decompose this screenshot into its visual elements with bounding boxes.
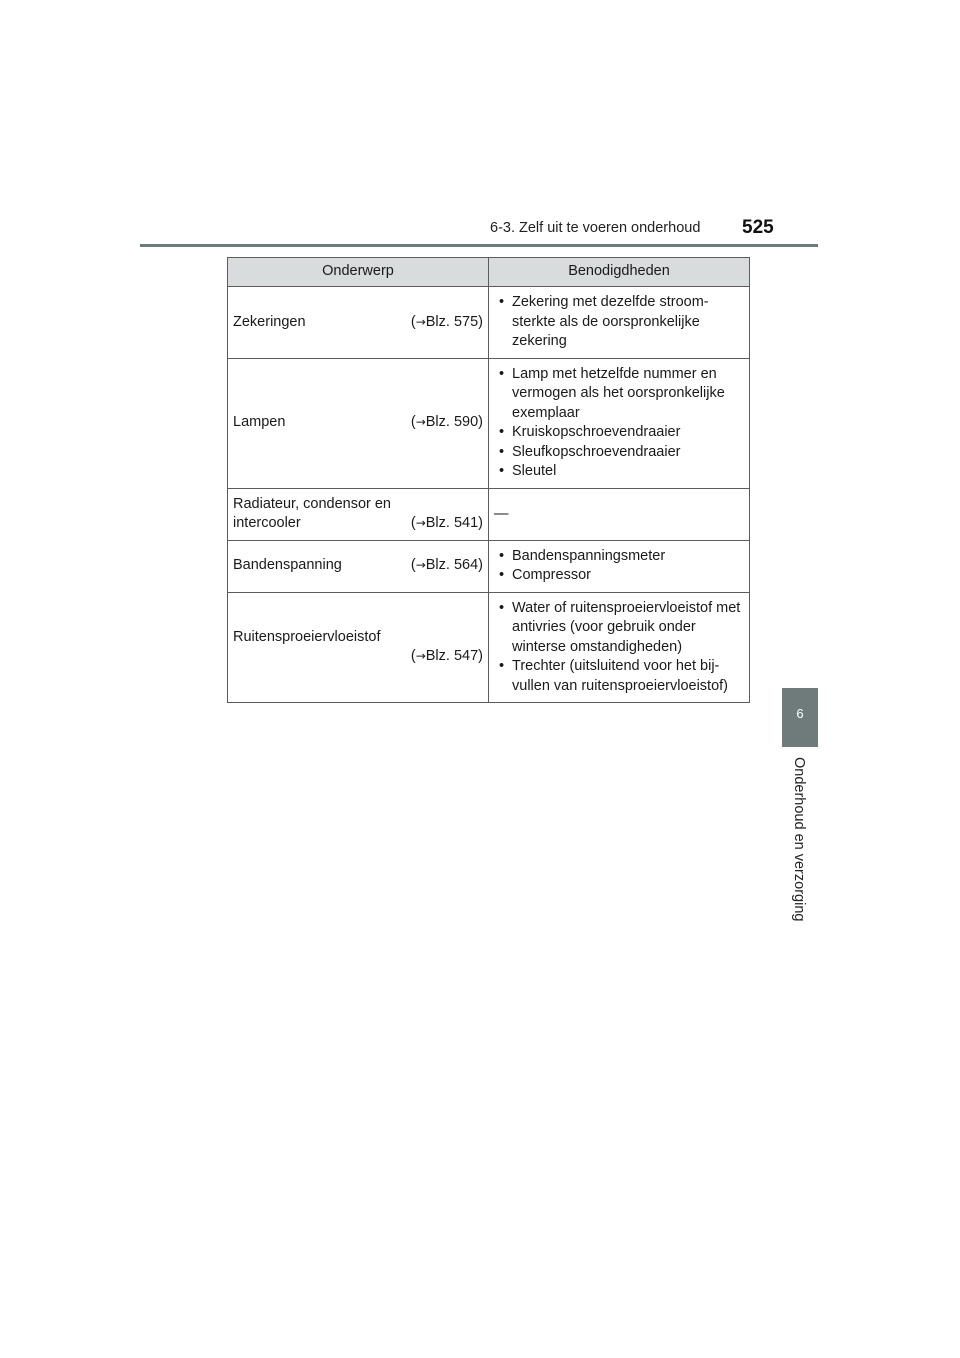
page-reference: (→Blz. 564) <box>410 557 483 574</box>
table-row <box>228 540 750 592</box>
arrow-right-icon: → <box>415 314 426 329</box>
subject-cell <box>228 488 489 540</box>
subject-name: Zekeringen <box>233 313 306 330</box>
subject-name: Lampen <box>233 414 286 431</box>
arrow-right-icon: → <box>415 558 426 573</box>
page-reference: (→Blz. 547) <box>410 648 483 665</box>
list-item: • Water of ruitensproeiervloeistof met antivries (voor gebruik onder winterse omstandigheden) <box>494 599 744 658</box>
table-row <box>228 287 750 359</box>
chapter-tab <box>782 688 818 747</box>
subject-name: Bandenspanning <box>233 557 342 574</box>
section-title: 6-3. Zelf uit te voeren onderhoud <box>490 220 701 236</box>
supplies-cell <box>489 540 750 592</box>
subject-cell <box>228 358 489 488</box>
table-row <box>228 592 750 703</box>
supplies-cell <box>489 287 750 359</box>
subject-cell <box>228 540 489 592</box>
page-reference: (→Blz. 541) <box>410 515 483 531</box>
chapter-label: Onderhoud en verzorging <box>791 757 807 922</box>
list-item: • Lamp met hetzelfde nummer en vermogen als het oorspronkelijke exemplaar <box>494 365 744 424</box>
header-divider <box>140 244 818 247</box>
page-number: 525 <box>742 217 774 238</box>
list-item: • Zekering met dezelfde stroom-sterkte als de oorspronkelijke zekering <box>494 293 744 352</box>
subject-cell <box>228 592 489 703</box>
table-header-row <box>228 258 750 287</box>
table-row <box>228 358 750 488</box>
list-item: • Bandenspanningsmeter <box>494 547 744 567</box>
arrow-right-icon: → <box>415 415 426 430</box>
list-item: • Compressor <box>494 566 744 586</box>
page-reference: (→Blz. 575) <box>410 313 483 330</box>
supplies-cell <box>489 592 750 703</box>
supplies-cell <box>489 488 750 540</box>
page-reference: (→Blz. 590) <box>410 414 483 431</box>
column-header-supplies: Benodigdheden <box>489 258 750 287</box>
list-item: • Kruiskopschroevendraaier <box>494 423 744 443</box>
no-supplies-dash: — <box>494 506 509 523</box>
list-item: • Sleutel <box>494 462 744 482</box>
arrow-right-icon: → <box>415 649 426 664</box>
list-item: • Trechter (uitsluitend voor het bij-vullen van ruitensproeiervloeistof) <box>494 657 744 696</box>
subject-name: Radiateur, condensor en <box>233 495 391 512</box>
subject-cell <box>228 287 489 359</box>
list-item: • Sleufkopschroevendraaier <box>494 443 744 463</box>
subject-name: Ruitensproeiervloeistof <box>233 628 381 645</box>
chapter-number: 6 <box>796 706 804 721</box>
maintenance-table <box>227 257 750 703</box>
column-header-subject: Onderwerp <box>228 258 489 287</box>
subject-name-continued: intercooler <box>233 515 301 531</box>
arrow-right-icon: → <box>415 516 426 530</box>
table-row <box>228 488 750 540</box>
supplies-cell <box>489 358 750 488</box>
